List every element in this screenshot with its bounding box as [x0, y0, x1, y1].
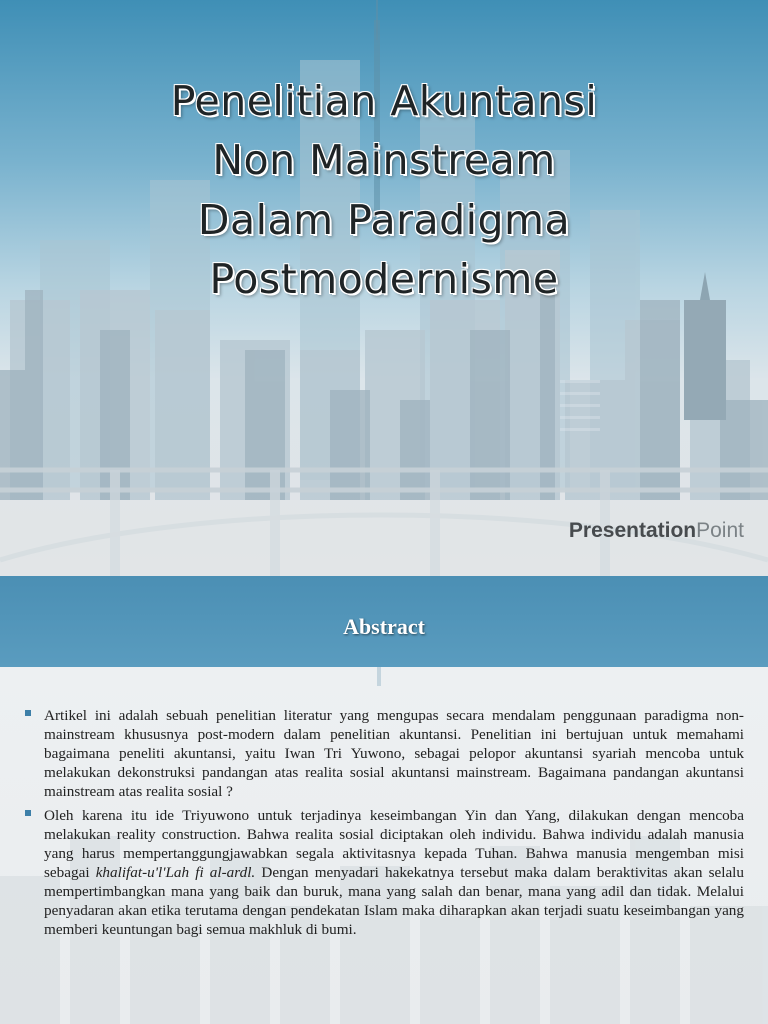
brand-logo-text [569, 519, 744, 543]
bullet-text-2-italic: khalifat-u'l'Lah fi al-ardl. [95, 864, 256, 881]
brand-accent: Point [696, 519, 744, 542]
bullet-text-2b: Dengan menyadari hakekatnya tersebut maka dalam beraktivitas akan selalu mempertimbangkan mana yang baik dan buruk, mana yang salah dan benar, mana yang adil dan tidak. Melalui penyadaran akan etika terutama dengan pendekatan Islam maka diharapkan akan terjadi suatu keseimbangan yang memberi keuntungan bagi semua makhluk di bumi. [44, 864, 744, 938]
title-line-4: Postmodernisme [209, 255, 559, 304]
bullet-item-1 [24, 706, 744, 801]
abstract-bullet-list [24, 706, 744, 944]
bullet-text-2a: Oleh karena itu ide Triyuwono untuk terjadinya keseimbangan Yin dan Yang, dilakukan dengan mencoba melakukan reality construction. Bahwa realita sosial diciptakan oleh individu. Bahwa individu adalah manusia yang harus mempertanggungjawabkan segala aktivitasnya kepada Tuhan. Bahwa manusia mengemban misi sebagai [44, 807, 744, 881]
title-line-2: Non Mainstream [212, 136, 556, 185]
title-line-3: Dalam Paradigma [197, 195, 571, 244]
title-line-1: Penelitian Akuntansi [170, 77, 598, 125]
square-bullet-icon [25, 710, 31, 716]
bullet-text-1: Artikel ini adalah sebuah penelitian literatur yang mengupas secara mendalam penggunaan paradigma non-mainstream khususnya post-modern dalam penelitian akuntansi. Penelitian ini bertujuan untuk memahami bagaimana peneliti akuntansi, yaitu Iwan Tri Yuwono, sebagai pelopor akuntansi syariah mencoba untuk melakukan dekonstruksi pandangan atas realita sosial akuntansi mainstream. Bagaimana pandangan akuntansi mainstream atas realita sosial ? [44, 707, 744, 800]
abstract-heading: Abstract [343, 614, 425, 639]
abstract-slide [0, 576, 768, 1024]
presentation-title [0, 72, 768, 310]
brand-main: Presentation [568, 519, 697, 542]
square-bullet-icon [25, 810, 31, 816]
bullet-item-2 [24, 806, 744, 939]
